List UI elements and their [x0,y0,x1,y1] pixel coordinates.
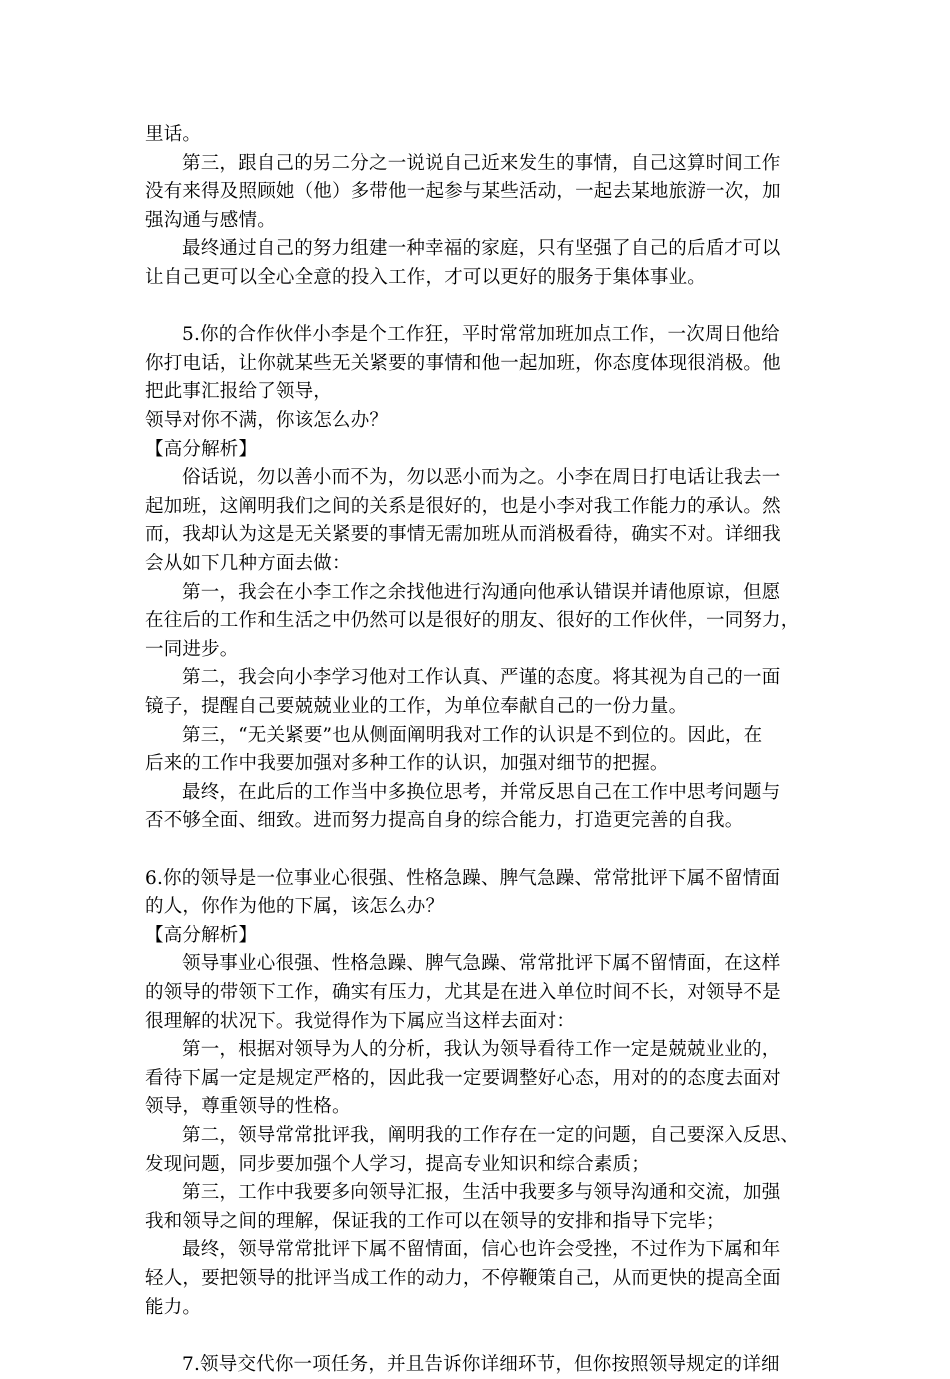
text-line: 7.领导交代你一项任务，并且告诉你详细环节，但你按照领导规定的详细 [182,1353,780,1375]
text-line: 看待下属一定是规定严格的，因此我一定要调整好心态，用对的的态度去面对 [145,1067,781,1089]
text-line: 最终，在此后的工作当中多换位思考，并常反思自己在工作中思考问题与 [182,781,781,803]
text-line: 能力。 [145,1296,202,1318]
text-line: 会从如下几种方面去做： [145,553,351,574]
text-line: 第三，“无关紧要”也从侧面阐明我对工作的认识是不到位的。因此，在 [182,724,763,746]
text-line: 起加班，这阐明我们之间的关系是很好的，也是小李对我工作能力的承认。然 [145,495,781,517]
text-line: 【高分解析】 [145,924,258,946]
text-line: 里话。 [145,124,202,145]
text-line: 把此事汇报给了领导， [145,381,333,403]
text-line: 第一，根据对领导为人的分析，我认为领导看待工作一定是兢兢业业的， [182,1039,781,1061]
text-line: 强沟通与感情。 [145,209,276,231]
text-line: 我和领导之间的理解，保证我的工作可以在领导的安排和指导下完毕； [145,1210,725,1232]
text-line: 第一，我会在小李工作之余找他进行沟通向他承认错误并请他原谅，但愿 [182,581,781,603]
text-line: 轻人，要把领导的批评当成工作的动力，不停鞭策自己，从而更快的提高全面 [145,1268,781,1289]
text-line: 否不够全面、细致。进而努力提高自身的综合能力，打造更完善的自我。 [145,810,744,832]
text-line: 你打电话，让你就某些无关紧要的事情和他一起加班，你态度体现很消极。他 [145,352,781,374]
text-line: 让自己更可以全心全意的投入工作，才可以更好的服务于集体事业。 [145,267,707,288]
text-line: 在往后的工作和生活之中仍然可以是很好的朋友、很好的工作伙伴，一同努力， [145,610,800,632]
text-line: 第二，我会向小李学习他对工作认真、严谨的态度。将其视为自己的一面 [182,667,781,689]
text-line: 而，我却认为这是无关紧要的事情无需加班从而消极看待，确实不对。详细我 [145,524,781,546]
text-line: 俗话说，勿以善小而不为，勿以恶小而为之。小李在周日打电话让我去一 [182,467,781,489]
text-line: 第三，工作中我要多向领导汇报，生活中我要多与领导沟通和交流，加强 [182,1182,781,1204]
text-line: 最终，领导常常批评下属不留情面，信心也许会受挫，不过作为下属和年 [182,1239,781,1261]
text-line: 没有来得及照顾她（他）多带他一起参与某些活动，一起去某地旅游一次，加 [145,181,781,203]
text-line: 【高分解析】 [145,438,258,460]
text-line: 6.你的领导是一位事业心很强、性格急躁、脾气急躁、常常批评下属不留情面 [145,867,781,889]
text-line: 5.你的合作伙伴小李是个工作狂，平时常常加班加点工作，一次周日他给 [182,324,780,346]
text-line: 领导对你不满，你该怎么办？ [145,410,389,431]
text-line: 很理解的状况下。我觉得作为下属应当这样去面对： [145,1010,576,1032]
text-line: 镜子，提醒自己要兢兢业业的工作，为单位奉献自己的一份力量。 [145,696,688,717]
text-line: 最终通过自己的努力组建一种幸福的家庭，只有坚强了自己的后盾才可以 [182,238,781,260]
text-line: 后来的工作中我要加强对多种工作的认识，加强对细节的把握。 [145,753,669,775]
text-line: 发现问题，同步要加强个人学习，提高专业知识和综合素质； [145,1153,650,1175]
text-line: 的人，你作为他的下属，该怎么办？ [145,896,445,918]
text-line: 领导，尊重领导的性格。 [145,1096,351,1118]
text-line: 第三，跟自己的另二分之一说说自己近来发生的事情，自己这算时间工作 [182,152,781,174]
text-line: 领导事业心很强、性格急躁、脾气急躁、常常批评下属不留情面，在这样 [182,953,781,975]
text-line: 一同进步。 [145,638,239,660]
text-line: 的领导的带领下工作，确实有压力，尤其是在进入单位时间不长，对领导不是 [145,982,781,1003]
text-line: 第二，领导常常批评我，阐明我的工作存在一定的问题，自己要深入反思、 [182,1125,800,1146]
